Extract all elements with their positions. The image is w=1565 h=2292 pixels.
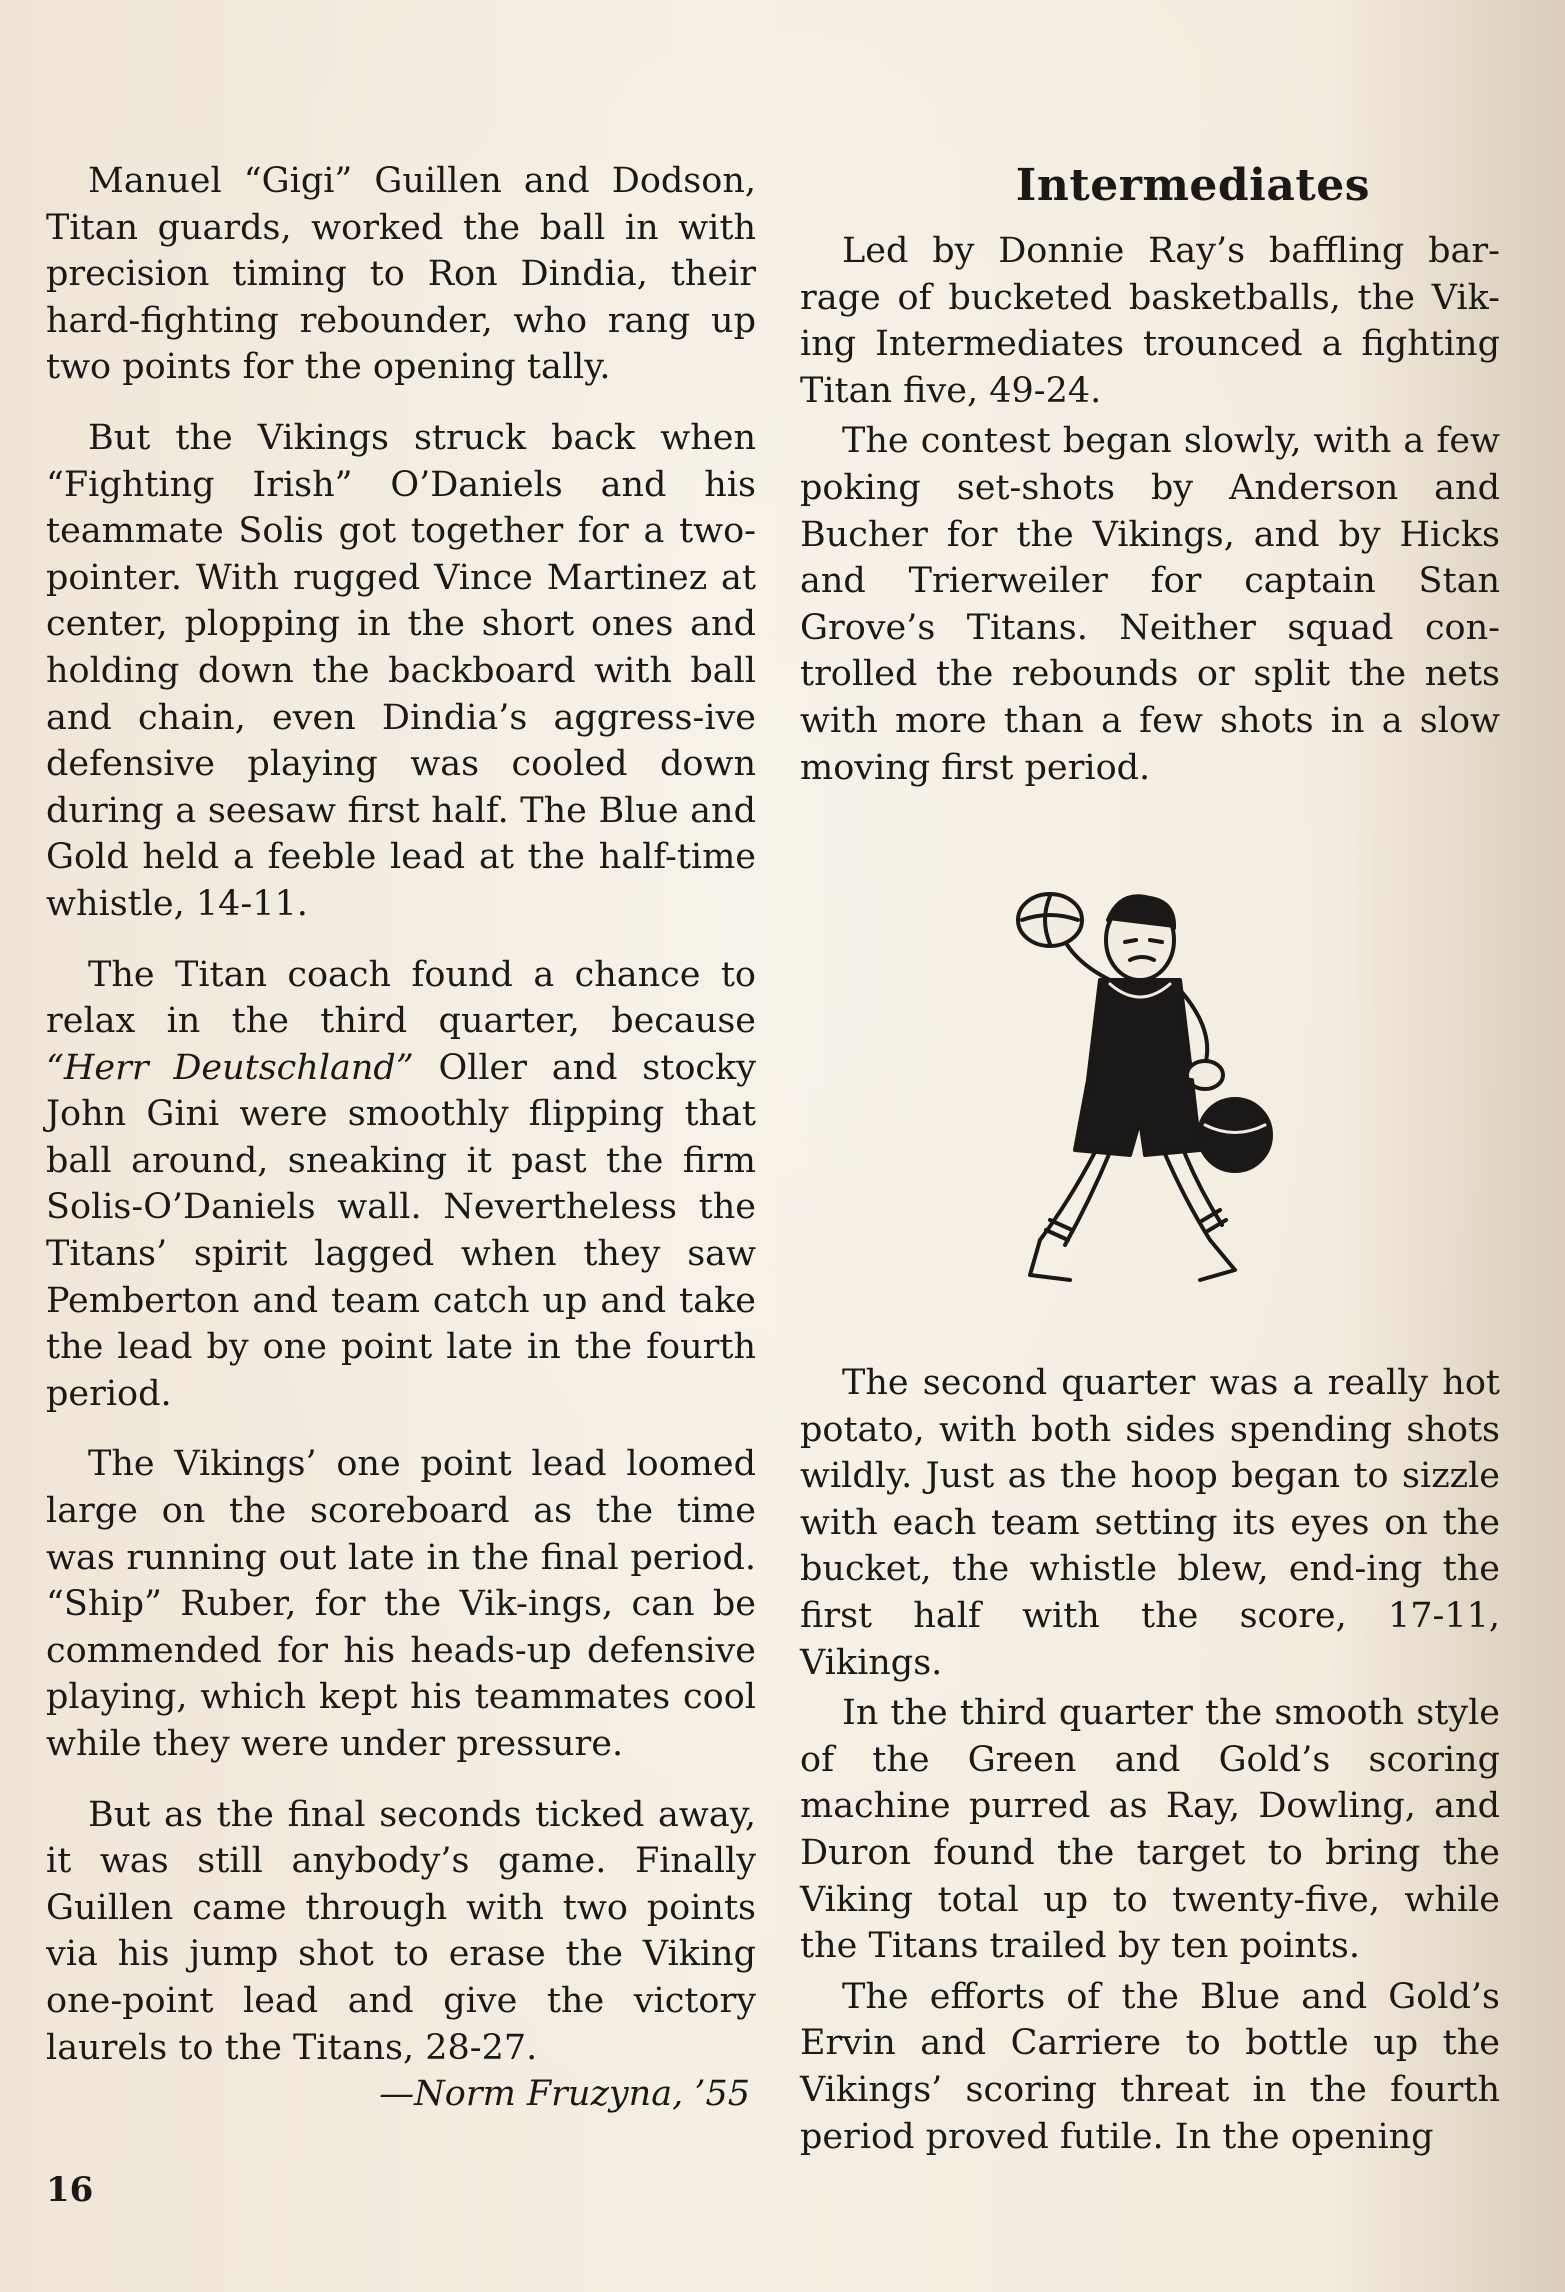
herr-deutschland-nickname: “Herr Deutschland”: [46, 1047, 414, 1088]
section-heading: Intermediates: [1015, 160, 1370, 211]
right-paragraph-4: In the third quarter the smooth style of the Green and Gold’s scoring machine purred as Ray, Dowling, and Duron found the target to bring the Viking total up to twenty-five, while the Titans trailed by ten points.: [800, 1693, 1500, 1967]
right-column-bottom: [800, 1360, 1500, 2160]
right-paragraph-2: The contest began slowly, with a few poking set-shots by Anderson and Bucher for the Vikings, and by Hicks and Trierweiler for captain Stan Grove’s Titans. Neither squad con-trolled the rebounds or split the nets with more than a few shots in a slow moving first period.: [800, 421, 1500, 788]
left-paragraph-1: Manuel “Gigi” Guillen and Dodson, Titan guards, worked the ball in with precision timing to Ron Dindia, their hard-fighting rebounder, who rang up two points for the opening tally.: [46, 161, 756, 388]
author-signature: —Norm Fruzyna, ’55: [379, 2074, 750, 2115]
right-paragraph-5: The efforts of the Blue and Gold’s Ervin and Carriere to bottle up the Vikings’ scoring threat in the fourth period proved futile. In the opening: [800, 1976, 1500, 2157]
right-paragraph-1: Led by Donnie Ray’s baffling bar-rage of bucketed basketballs, the Vik-ing Intermediates trounced a fighting Titan five, 49-24.: [800, 231, 1500, 411]
left-paragraph-2: But the Vikings struck back when “Fighting Irish” O’Daniels and his teammate Solis got together for a two-pointer. With rugged Vince Martinez at center, plopping in the short ones and holding down the backboard with ball and chain, even Dindia’s aggress-ive defensive playing was cooled down during a seesaw first half. The Blue and Gold held a feeble lead at the half-time whistle, 14-11.: [46, 417, 756, 924]
page-number: 16: [46, 2170, 94, 2210]
basketball-player-icon: [960, 880, 1320, 1300]
right-paragraph-3: The second quarter was a really hot potato, with both sides spending shots wildly. Just as the hoop began to sizzle with each team setting its eyes on the bucket, the whistle blew, end-ing the first half with the score, 17-11, Vikings.: [800, 1363, 1500, 1683]
left-paragraph-3: [46, 952, 756, 1418]
right-column-top: [800, 158, 1500, 791]
left-paragraph-4: The Vikings’ one point lead loomed large on the scoreboard as the time was running out late in the final period. “Ship” Ruber, for the Vik-ings, can be commended for his heads-up defensive playing, which kept his teammates cool while they were under pressure.: [46, 1444, 756, 1764]
left-paragraph-5: But as the final seconds ticked away, it was still anybody’s game. Finally Guillen came through with two points via his jump shot to erase the Viking one-point lead and give the victory laurels to the Titans, 28-27.: [46, 1794, 756, 2068]
left-column: [46, 158, 756, 2118]
left-paragraph-3-rest: Oller and stocky John Gini were smoothly flipping that ball around, sneaking it past the firm Solis-O’Daniels wall. Nevertheless the Titans’ spirit lagged when they saw Pemberton and team catch up and take the lead by one point late in the fourth period.: [46, 1047, 756, 1414]
left-paragraph-3-lead: The Titan coach found a chance to relax in the third quarter, because: [46, 954, 756, 1042]
